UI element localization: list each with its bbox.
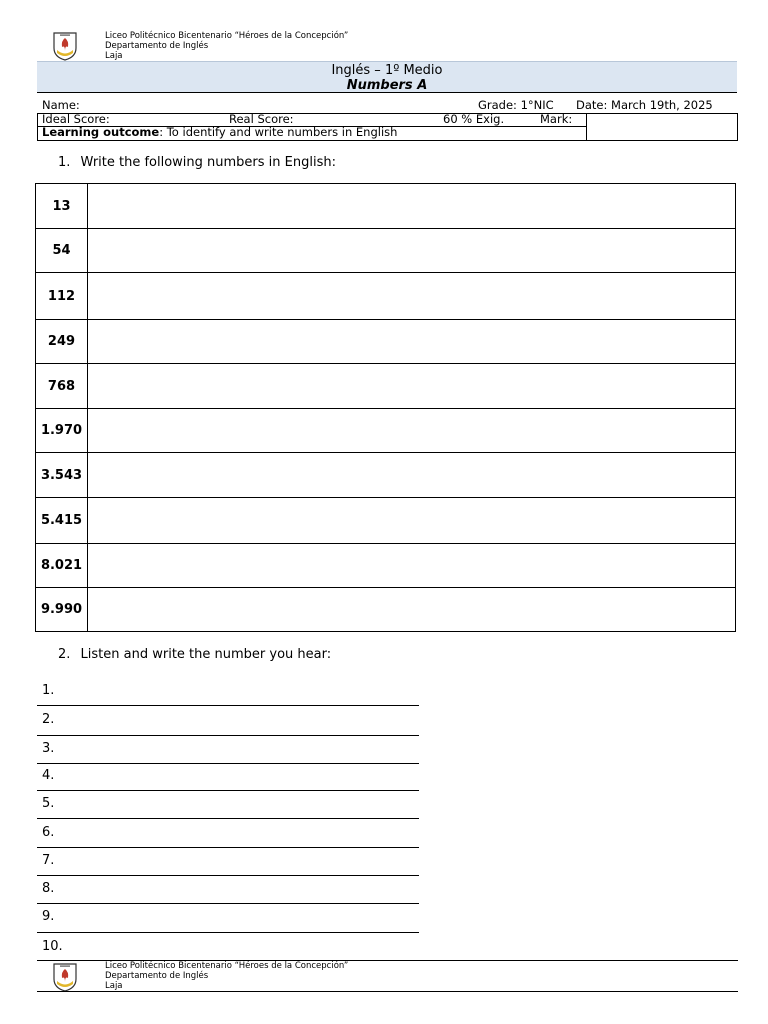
info-bottom-line <box>37 140 738 141</box>
footer-bottom-line <box>37 991 738 992</box>
real-score-label: Real Score: <box>229 112 294 126</box>
listen-item-label: 9. <box>42 909 55 924</box>
learning-outcome-label: Learning outcome <box>42 125 160 139</box>
school-crest-logo <box>52 962 78 992</box>
question-1-number: 1. <box>58 155 71 170</box>
table-row <box>36 453 736 498</box>
table-row <box>36 588 736 632</box>
title-band <box>37 61 737 93</box>
listen-answer-line[interactable] <box>37 932 419 933</box>
school-department: Departamento de Inglés <box>105 41 209 51</box>
question-2-number: 2. <box>58 647 71 662</box>
answer-cell[interactable] <box>88 588 736 632</box>
number-cell: 54 <box>36 229 88 273</box>
learning-outcome-text: : To identify and write numbers in English <box>159 125 398 139</box>
answer-cell[interactable] <box>88 453 736 498</box>
school-crest-logo <box>52 31 78 61</box>
ideal-score-label: Ideal Score: <box>42 112 110 126</box>
listen-answer-line[interactable] <box>37 705 419 706</box>
listen-item-label: 4. <box>42 768 55 783</box>
footer-city: Laja <box>105 981 123 991</box>
answer-cell[interactable] <box>88 229 736 273</box>
number-cell: 3.543 <box>36 453 88 498</box>
table-row <box>36 409 736 453</box>
mark-label: Mark: <box>540 112 573 126</box>
answer-cell[interactable] <box>88 544 736 588</box>
answer-cell[interactable] <box>88 498 736 544</box>
number-cell: 249 <box>36 320 88 364</box>
number-cell: 9.990 <box>36 588 88 632</box>
listen-item-label: 7. <box>42 853 55 868</box>
table-row <box>36 364 736 409</box>
listen-item-label: 6. <box>42 825 55 840</box>
listen-item-label: 2. <box>42 712 55 727</box>
name-label: Name: <box>42 98 80 112</box>
grade-label: Grade: 1°NIC <box>478 98 554 112</box>
answer-cell[interactable] <box>88 320 736 364</box>
table-row <box>36 544 736 588</box>
answer-cell[interactable] <box>88 184 736 229</box>
number-cell: 5.415 <box>36 498 88 544</box>
school-header <box>105 31 348 61</box>
table-row <box>36 498 736 544</box>
learning-outcome <box>42 126 397 139</box>
number-cell: 768 <box>36 364 88 409</box>
listen-answer-line[interactable] <box>37 847 419 848</box>
table-row <box>36 320 736 364</box>
mark-box-left <box>586 113 587 141</box>
info-left-border <box>37 113 38 141</box>
listen-answer-line[interactable] <box>37 790 419 791</box>
listen-item-label: 1. <box>42 683 55 698</box>
table-row <box>36 184 736 229</box>
footer-school-name: Liceo Politécnico Bicentenario “Héroes de la Concepción” <box>105 961 349 971</box>
test-title: Numbers A <box>346 78 428 93</box>
footer-school-info <box>105 961 348 991</box>
name-underline <box>37 113 738 114</box>
school-name: Liceo Politécnico Bicentenario “Héroes de la Concepción” <box>105 31 349 41</box>
subject-title: Inglés – 1º Medio <box>331 63 443 78</box>
number-cell: 1.970 <box>36 409 88 453</box>
table-row <box>36 229 736 273</box>
question-2-instruction: Listen and write the number you hear: <box>80 647 332 662</box>
table-row <box>36 273 736 320</box>
number-cell: 8.021 <box>36 544 88 588</box>
listen-answer-line[interactable] <box>37 818 419 819</box>
listen-item-label: 3. <box>42 741 55 756</box>
number-cell: 13 <box>36 184 88 229</box>
question-1 <box>58 155 336 170</box>
listen-answer-line[interactable] <box>37 735 419 736</box>
question-1-instruction: Write the following numbers in English: <box>80 155 336 170</box>
footer-department: Departamento de Inglés <box>105 971 209 981</box>
answer-cell[interactable] <box>88 273 736 320</box>
listen-item-label: 5. <box>42 796 55 811</box>
info-right-border <box>737 113 738 141</box>
listen-item-label: 10. <box>42 939 63 954</box>
answer-cell[interactable] <box>88 364 736 409</box>
question-2 <box>58 647 331 662</box>
date-label: Date: March 19th, 2025 <box>576 98 713 112</box>
listen-answer-line[interactable] <box>37 875 419 876</box>
listen-answer-line[interactable] <box>37 903 419 904</box>
numbers-table <box>35 183 736 632</box>
listen-item-label: 8. <box>42 881 55 896</box>
answer-cell[interactable] <box>88 409 736 453</box>
exigency-label: 60 % Exig. <box>443 112 505 126</box>
school-city: Laja <box>105 51 123 61</box>
number-cell: 112 <box>36 273 88 320</box>
listen-answer-line[interactable] <box>37 763 419 764</box>
